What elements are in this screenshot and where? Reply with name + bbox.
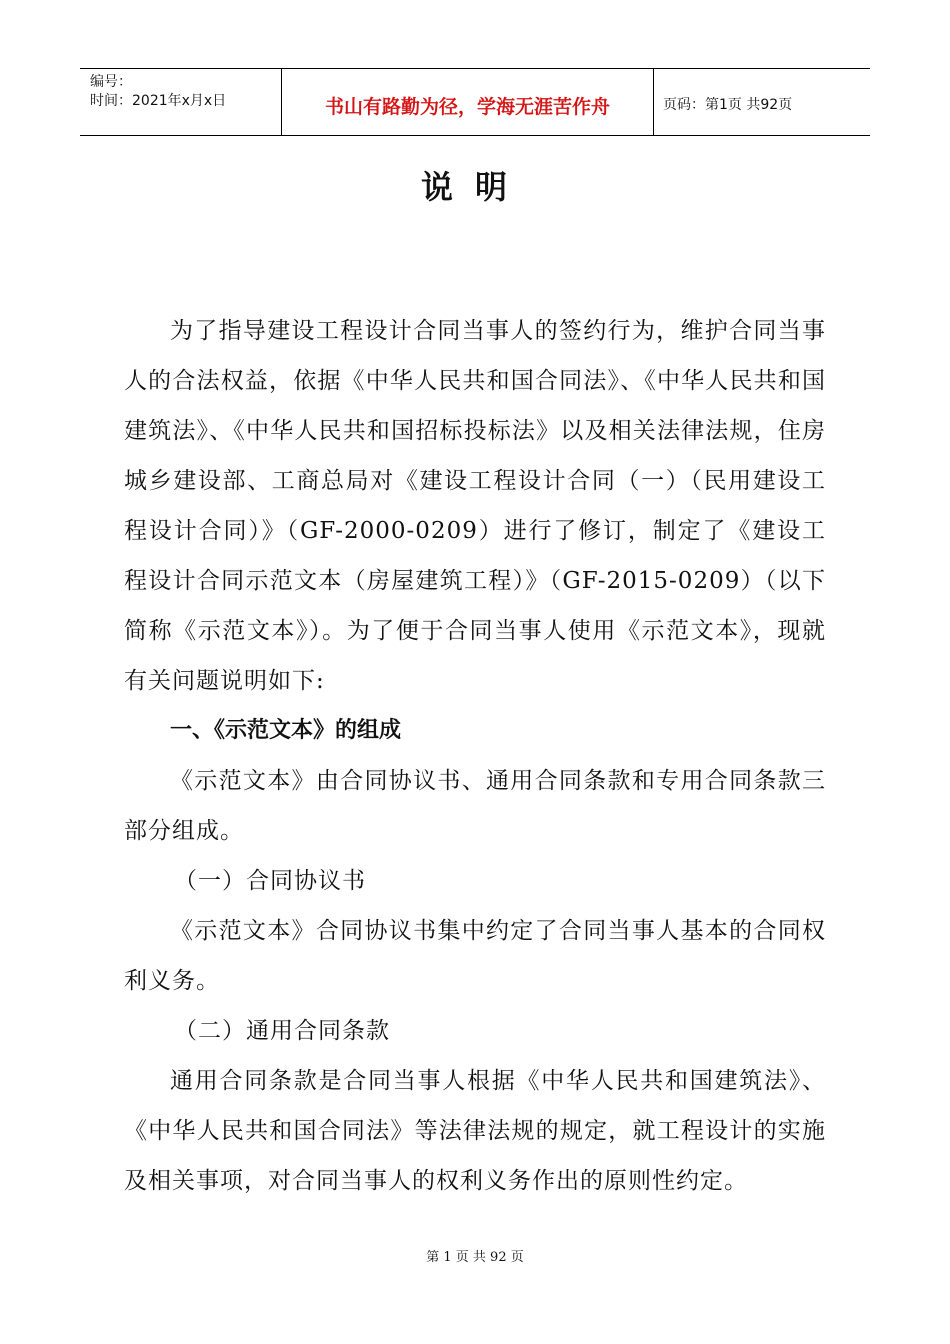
general-terms-paragraph: 通用合同条款是合同当事人根据《中华人民共和国建筑法》、《中华人民共和国合同法》等法律法规的规定，就工程设计的实施及相关事项，对合同当事人的权利义务作出的原则性约定。 [124,1068,826,1194]
composition-paragraph: 《示范文本》由合同协议书、通用合同条款和专用合同条款三部分组成。 [124,768,826,844]
page-footer: 第 1 页 共 92 页 [426,1250,524,1265]
subheading-general-terms: （二）通用合同条款 [174,1018,390,1044]
header-table [80,68,870,136]
subheading-agreement: （一）合同协议书 [174,868,366,894]
header-page-info: 页码：第1页 共92页 [663,97,793,113]
document-title: 说明 [420,168,529,206]
document-body [124,306,826,1206]
intro-paragraph: 为了指导建设工程设计合同当事人的签约行为，维护合同当事人的合法权益，依据《中华人民共和国合同法》、《中华人民共和国建筑法》、《中华人民共和国招标投标法》以及相关法律法规，住房城乡建设部、工商总局对《建设工程设计合同（一）（民用建设工程设计合同）》（GF-2000-0209）进行了修订，制定了《建设工程设计合同示范文本（房屋建筑工程）》（GF-2015-0209）（以下简称《示范文本》）。为了便于合同当事人使用《示范文本》，现就有关问题说明如下: [124,318,826,694]
header-motto: 书山有路勤为径，学海无涯苦作舟 [282,69,654,135]
agreement-paragraph: 《示范文本》合同协议书集中约定了合同当事人基本的合同权利义务。 [124,918,826,994]
document-time-label: 时间：2021年x月x日 [90,93,227,109]
section-heading-composition: 一、《示范文本》的组成 [170,718,402,743]
document-number-label: 编号： [90,74,132,90]
header-meta-cell [80,69,282,135]
